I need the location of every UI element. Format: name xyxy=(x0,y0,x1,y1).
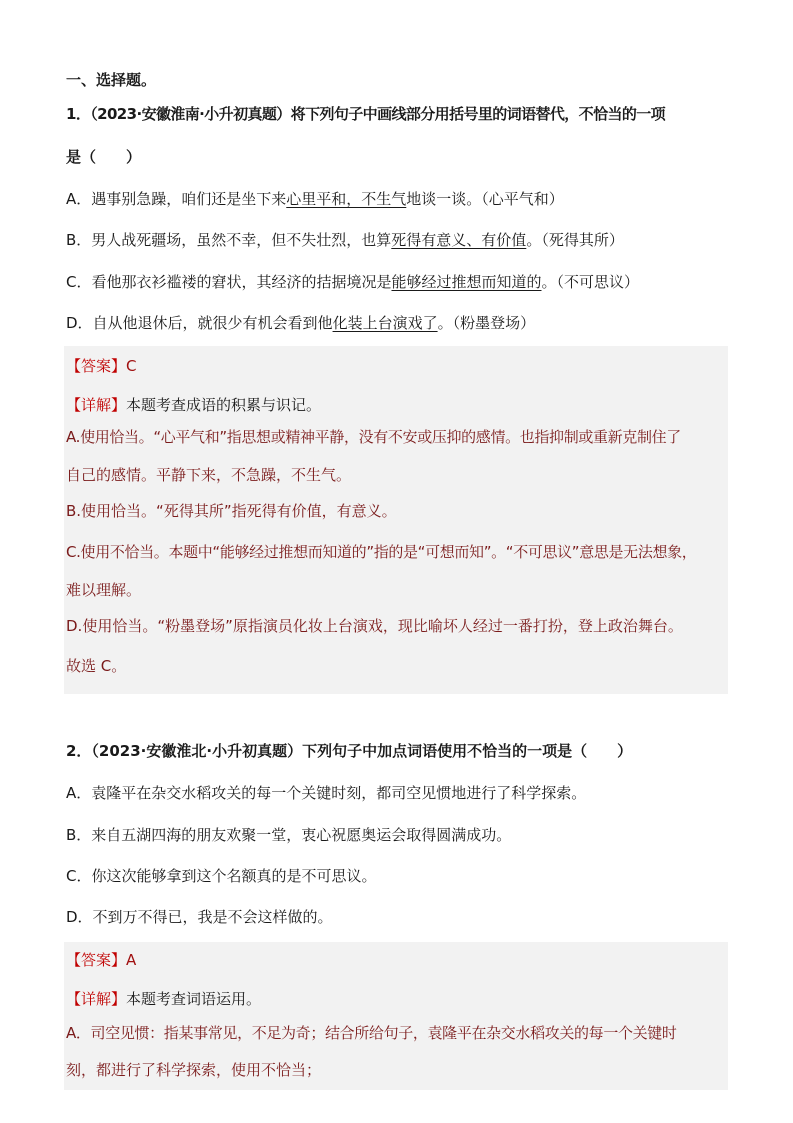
q1-stem-line2: 是（ ） xyxy=(66,148,142,166)
q2-detail xyxy=(66,989,261,1009)
option-text: D．自从他退休后，就很少有机会看到他 xyxy=(66,314,333,332)
underlined-phrase: 能够经过推想而知道的 xyxy=(391,273,542,291)
q1-explanation-line: B.使用恰当。“死得其所”指死得有价值，有意义。 xyxy=(66,502,397,520)
q1-explanation-line: C.使用不恰当。本题中“能够经过推想而知道的”指的是“可想而知”。“不可思议”意思是无法想象， xyxy=(66,543,697,561)
q1-option-b xyxy=(66,230,624,250)
answer-value: A xyxy=(126,951,137,969)
q2-explanation-line: 刻，都进行了科学探索，使用不恰当； xyxy=(66,1061,322,1079)
q1-stem-line1: 1．（2023·安徽淮南·小升初真题）将下列句子中画线部分用括号里的词语替代，不恰当的一项 xyxy=(66,105,666,123)
q1-explanation-line: 故选 C。 xyxy=(66,657,127,675)
q2-option-d: D．不到万不得已，我是不会这样做的。 xyxy=(66,908,333,926)
underlined-phrase: 死得有意义、有价值 xyxy=(391,231,527,249)
q1-explanation-line: 自己的感情。平静下来，不急躁，不生气。 xyxy=(66,466,352,484)
underlined-phrase: 化装上台演戏了 xyxy=(332,314,438,332)
q2-option-a: A．袁隆平在杂交水稻攻关的每一个关键时刻，都司空见惯地进行了科学探索。 xyxy=(66,784,587,802)
detail-label: 【详解】 xyxy=(66,396,127,414)
option-text: 。（不可思议） xyxy=(541,273,640,291)
option-text: C．看他那衣衫褴褛的窘状，其经济的拮据境况是 xyxy=(66,273,392,291)
q2-option-c: C．你这次能够拿到这个名额真的是不可思议。 xyxy=(66,867,377,885)
option-text: B．男人战死疆场，虽然不幸，但不失壮烈，也算 xyxy=(66,231,392,249)
answer-value: C xyxy=(126,357,137,375)
q2-stem: 2．（2023·安徽淮北·小升初真题）下列句子中加点词语使用不恰当的一项是（ ） xyxy=(66,742,633,760)
q2-option-b: B．来自五湖四海的朋友欢聚一堂，衷心祝愿奥运会取得圆满成功。 xyxy=(66,826,512,844)
q1-explanation-line: 难以理解。 xyxy=(66,581,142,599)
answer-label: 【答案】 xyxy=(66,951,127,969)
underlined-phrase: 心里平和，不生气 xyxy=(286,190,407,208)
q1-explanation-line: D.使用恰当。“粉墨登场”原指演员化妆上台演戏，现比喻坏人经过一番打扮，登上政治舞台。 xyxy=(66,617,683,635)
option-text: 。（粉墨登场） xyxy=(437,314,536,332)
answer-label: 【答案】 xyxy=(66,357,127,375)
q1-detail xyxy=(66,395,321,415)
detail-intro: 本题考查成语的积累与识记。 xyxy=(126,396,322,414)
detail-intro: 本题考查词语运用。 xyxy=(126,990,262,1008)
q1-option-a xyxy=(66,189,564,209)
q1-option-d xyxy=(66,313,535,333)
section-title: 一、选择题。 xyxy=(66,71,157,89)
q1-option-c xyxy=(66,272,639,292)
option-text: 地谈一谈。（心平气和） xyxy=(406,190,564,208)
detail-label: 【详解】 xyxy=(66,990,127,1008)
q1-answer xyxy=(66,356,137,376)
q2-explanation-line: A．司空见惯：指某事常见，不足为奇；结合所给句子，袁隆平在杂交水稻攻关的每一个关键时 xyxy=(66,1024,677,1042)
option-text: A．遇事别急躁，咱们还是坐下来 xyxy=(66,190,287,208)
q2-answer xyxy=(66,950,136,970)
option-text: 。（死得其所） xyxy=(526,231,624,249)
q1-explanation-line: A.使用恰当。“心平气和”指思想或精神平静，没有不安或压抑的感情。也指抑制或重新克制住了 xyxy=(66,428,681,446)
